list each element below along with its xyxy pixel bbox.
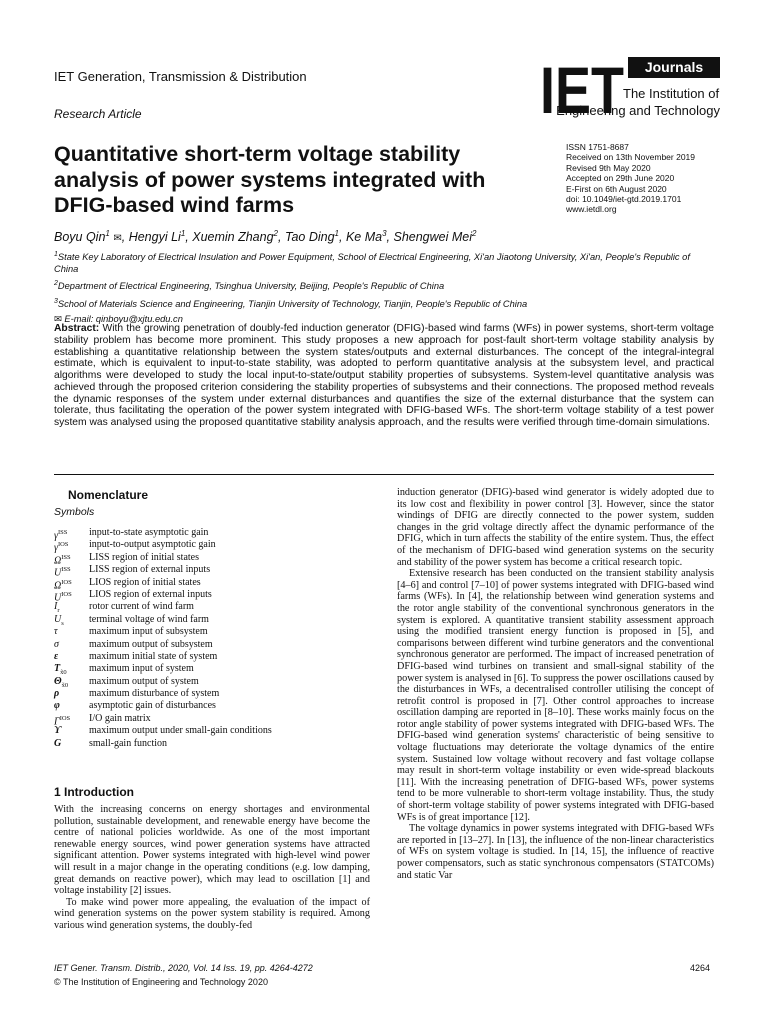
author-name: Boyu Qin	[54, 230, 106, 245]
nomenclature-definition: maximum output of subsystem	[89, 638, 213, 650]
efirst-date: E-First on 6th August 2020	[566, 183, 667, 194]
affiliations	[54, 249, 714, 328]
symbols-label: Symbols	[54, 506, 95, 518]
nomenclature-row	[54, 688, 384, 700]
nomenclature-definition: small-gain function	[89, 737, 168, 749]
nomenclature-symbol: τ	[54, 626, 58, 638]
nomenclature-symbol: $\Omega^{IOS}$	[54, 578, 72, 591]
nomenclature-symbol: $\Gamma^{IOS}$	[54, 714, 71, 728]
affiliation: $^1$State Key Laboratory of Electrical Insulation and Power Equipment, School of Electrical Engineering, Xi'an Jiaotong University, Xi'an, People's Republic of China	[54, 251, 690, 274]
iet-logo	[540, 57, 720, 119]
affiliation: $^3$School of Materials Science and Engineering, Tianjin University of Technology, Tianjin, People's Republic of China	[54, 297, 528, 310]
publication-info	[566, 142, 695, 215]
nomenclature-symbol: φ	[54, 700, 60, 712]
nomenclature-row	[54, 700, 384, 712]
nomenclature-symbol: $T_{x̃0}$	[54, 663, 67, 677]
nomenclature-definition: maximum initial state of system	[89, 650, 218, 662]
nomenclature-definition: maximum output under small-gain conditions	[89, 725, 272, 737]
nomenclature-definition: LIOS region of external inputs	[89, 588, 212, 600]
nomenclature-symbol: $U_s$	[54, 613, 64, 627]
nomenclature-symbol: ϒ	[54, 725, 62, 737]
section-heading: 1 Introduction	[54, 785, 134, 799]
website-link[interactable]: www.ietdl.org	[566, 204, 617, 215]
iet-logo-word: IET	[540, 57, 624, 119]
right-column	[397, 487, 714, 881]
nomenclature-symbol: $\gamma^{IOS}$	[54, 541, 69, 554]
nomenclature-row	[54, 564, 384, 579]
nomenclature-row	[54, 527, 384, 542]
affiliation: $^2$Department of Electrical Engineering, Tsinghua University, Beijing, People's Republic of China	[54, 280, 445, 292]
nomenclature-definition: maximum input of system	[89, 663, 194, 675]
author-name: Ke Ma	[345, 230, 383, 245]
envelope-icon: ✉	[54, 313, 62, 324]
nomenclature-row	[54, 651, 384, 663]
nomenclature-row	[54, 725, 384, 737]
nomenclature-row	[54, 738, 384, 750]
footer-citation: IET Gener. Transm. Distrib., 2020, Vol. 14 Iss. 19, pp. 4264-4272	[54, 963, 313, 973]
doi[interactable]: doi: 10.1049/iet-gtd.2019.1701	[566, 194, 682, 205]
journal-name: IET Generation, Transmission & Distribution	[54, 69, 307, 84]
page-number: 4264	[690, 963, 711, 973]
envelope-icon[interactable]: ✉	[113, 233, 122, 245]
nomenclature-definition: input-to-output asymptotic gain	[89, 539, 216, 551]
nomenclature-symbol: $I_r$	[54, 601, 60, 615]
nomenclature-definition: maximum output of system	[89, 675, 199, 687]
nomenclature-row	[54, 551, 384, 567]
nomenclature-symbol: $\gamma^{ISS}$	[54, 529, 68, 542]
nomenclature-symbol: $\Theta_{x̃0}$	[54, 675, 69, 689]
nomenclature-symbol: $U^{IOS}$	[54, 590, 72, 604]
author-name: Xuemin Zhang	[192, 230, 274, 245]
nomenclature-symbol: σ	[54, 638, 59, 650]
logo-line2: Engineering and Technology	[556, 103, 720, 118]
nomenclature-row	[54, 614, 384, 626]
paragraph: The voltage dynamics in power systems integrated with DFIG-based WFs are reported in [13–27]. In [13], the influence of the non-linear characteristics of WFs on system voltage is studied. In [14, 15], the influence of reactive power compensators, such as static synchronous compensators (STATCOMs) and static Var	[397, 823, 714, 881]
nomenclature-symbol: $\Omega^{ISS}$	[54, 553, 71, 567]
nomenclature-definition: maximum input of subsystem	[89, 626, 208, 638]
author-list: Boyu Qin$^1$ ✉, Hengyi Li$^1$, Xuemin Zhang$^2$, Tao Ding$^1$, Ke Ma$^3$, Shengwei Mei$^2$	[54, 229, 477, 245]
paragraph: To make wind power more appealing, the evaluation of the impact of wind generation systems on the power system stability is required. Among various wind generation systems, the doubly-fed	[54, 896, 370, 931]
footer-copyright: © The Institution of Engineering and Technology 2020	[54, 977, 268, 987]
paragraph: Extensive research has been conducted on the transient stability analysis [4–6] and control [7–10] of power systems integrated with DFIG-based wind farms (WFs). In [4], the relationship between wind generation systems and the rotor angle stability of the conventional synchronous generators in the system is explored. A quantitative transient stability assessment approach using the modified transient energy function is proposed in [5], and comparisons between different wind turbine generators and the conventional synchronous generator are performed. The impact of increased penetration of DFIG-based wind turbines on transient and small-signal stability of the power system is analysed in [6]. To suppress the power oscillations caused by the disturbances in WFs, a decentralised controller utilising the concept of retrofit control is proposed in [7]. Other control approaches to increase oscillation damping are reported in [8–10]. These works mainly focus on the rotor angle stability of power systems integrated with DFIG-based WFs. The DFIG-based wind generation systems' characteristic of being sensitive to voltage fluctuations may deteriorate the voltage dynamics of the entire system. Sustained low voltage without recovery and fast voltage collapse may result in short-term voltage instability or even wide-spread blackouts [11]. With the increasing penetration of DFIG-based WFs, power systems tend to be more vulnerable to short-term voltage instability. Thus, the study of short-term voltage stability of power systems integrated with DFIG-based WFs is of great importance [12].	[397, 568, 714, 823]
nomenclature-definition: input-to-state asymptotic gain	[89, 527, 209, 538]
nomenclature-definition: asymptotic gain of disturbances	[89, 700, 216, 712]
email-address: E-mail: qinboyu@xjtu.edu.cn	[64, 313, 183, 324]
nomenclature-row	[54, 676, 384, 688]
nomenclature-row	[54, 539, 384, 554]
nomenclature-row	[54, 639, 384, 651]
nomenclature-symbol: ε	[54, 650, 59, 662]
nomenclature-definition: LISS region of initial states	[89, 551, 199, 563]
paragraph: induction generator (DFIG)-based wind generator is widely adopted due to its low cost and flexibility in power control [3]. However, since the stator windings of DFIG are directly connected to the power system, sudden changes in the grid voltage directly affect the dynamic performance of the DFIG, which in turn affects the stability of the entire system. Thus, the effect of the mechanism of DFIG-based wind generation systems on the security and stability of the power system has become a critical research topic.	[397, 487, 714, 568]
nomenclature-row	[54, 588, 384, 604]
logo-line1: The Institution of	[623, 86, 720, 101]
nomenclature-row	[54, 663, 384, 675]
author-name: Tao Ding	[284, 230, 335, 245]
nomenclature-definition: maximum disturbance of system	[89, 688, 220, 700]
nomenclature-title: Nomenclature	[68, 488, 149, 502]
journals-label: Journals	[628, 57, 720, 78]
abstract	[54, 323, 714, 429]
nomenclature-row	[54, 712, 384, 728]
nomenclature-row	[54, 601, 384, 613]
nomenclature-definition: LISS region of external inputs	[89, 564, 211, 576]
divider	[54, 474, 714, 475]
nomenclature-symbol: ρ	[54, 688, 60, 700]
article-type: Research Article	[54, 107, 142, 121]
nomenclature-list	[54, 527, 384, 750]
nomenclature-definition: terminal voltage of wind farm	[89, 613, 209, 625]
paragraph: With the increasing concerns on energy shortages and environmental pollution, sustainable development, and renewable energy have become the centre of national policies worldwide. As one of the most important renewable energy sources, wind power generation systems have attracted significant attention. Power systems integrated with high-level wind power will result in a major change in the operating conditions (e.g. low damping, great demands on reactive power), which may lead to oscillation [1] and voltage instability [2] issues.	[54, 804, 370, 897]
issn: ISSN 1751-8687	[566, 142, 629, 152]
author-name: Hengyi Li	[128, 230, 181, 245]
nomenclature-row	[54, 577, 384, 589]
author-name: Shengwei Mei	[393, 230, 472, 245]
article-title: Quantitative short-term voltage stability analysis of power systems integrated with DFIG-based wind farms	[54, 142, 486, 217]
accepted-date: Accepted on 29th June 2020	[566, 173, 675, 184]
nomenclature-symbol: G	[54, 737, 62, 749]
revised-date: Revised 9th May 2020	[566, 162, 651, 173]
abstract-text: With the growing penetration of doubly-fed induction generator (DFIG)-based wind farms (WFs) in power systems, short-term voltage stability problem has become more prominent. This study proposes a new approach for post-fault short-term voltage stability analysis by establishing a quantitative relationship between the system states/outputs and external disturbances. The concept of the integral-integral estimate, which is equivalent to input-to-state stability, was adopted to perform quantitative analysis at the subsystem level, and practical algorithms were developed to study the local input-to-state/output stability properties of subsystems. System-level quantitative analysis was achieved through the proposed criterion considering the stability properties of subsystems and their connections. The proposed method reveals the dynamic responses of the system under external disturbances and quantifies the size of the external disturbance that the system can tolerate, thus facilitating the operation of the power system integrated with DFIG-based WFs. The short-term voltage stability of a test power system was analysed using the proposed quantitative stability analysis approach, and the results were verified through time-domain simulations.	[54, 323, 714, 428]
nomenclature-row	[54, 626, 384, 638]
nomenclature-symbol: $U^{ISS}$	[54, 566, 71, 579]
nomenclature-definition: I/O gain matrix	[89, 712, 151, 724]
nomenclature-definition: LIOS region of initial states	[89, 576, 201, 588]
received-date: Received on 13th November 2019	[566, 152, 695, 163]
nomenclature-definition: rotor current of wind farm	[89, 601, 194, 613]
abstract-label: Abstract:	[54, 323, 100, 334]
intro-column-1	[54, 804, 370, 932]
